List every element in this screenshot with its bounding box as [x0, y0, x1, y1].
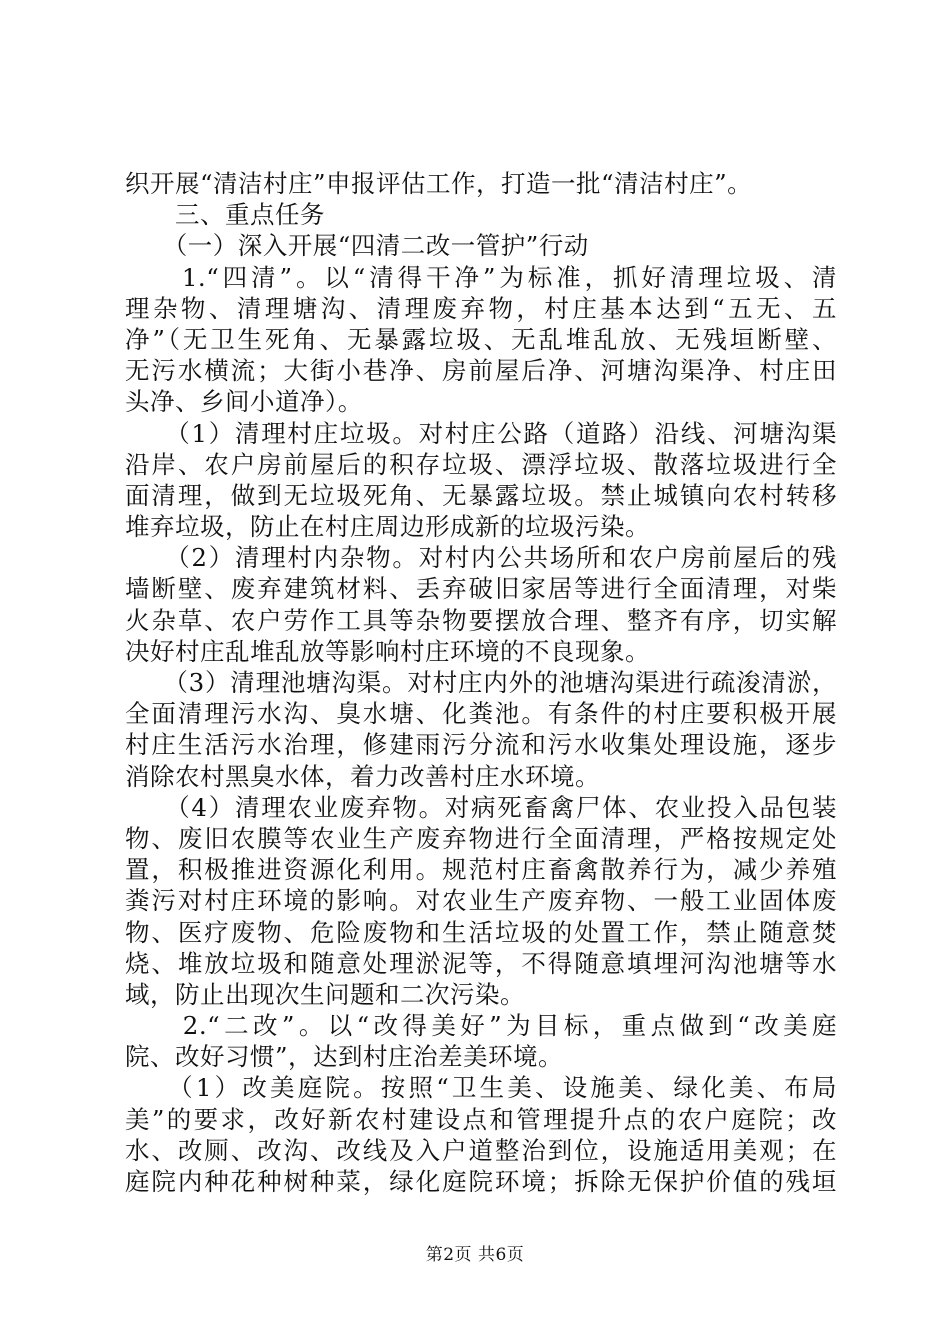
body-line: 院、改好习惯”，达到村庄治差美环境。 — [125, 1042, 564, 1072]
document-body — [125, 168, 837, 1197]
body-line: 理杂物、清理塘沟、清理废弃物，村庄基本达到“五无、五 — [125, 293, 837, 323]
body-line: （4）清理农业废弃物。对病死畜禽尸体、农业投入品包装 — [125, 792, 837, 822]
body-line: 无污水横流；大街小巷净、房前屋后净、河塘沟渠净、村庄田 — [125, 356, 837, 386]
body-line: （一）深入开展“四清二改一管护”行动 — [125, 231, 589, 261]
body-line: 烧、堆放垃圾和随意处理淤泥等，不得随意填埋河沟池塘等水 — [125, 948, 837, 978]
body-line: 物、医疗废物、危险废物和生活垃圾的处置工作，禁止随意焚 — [125, 917, 837, 947]
body-line: 堆弃垃圾，防止在村庄周边形成新的垃圾污染。 — [125, 512, 650, 542]
body-line: （2）清理村内杂物。对村内公共场所和农户房前屋后的残 — [125, 543, 837, 573]
body-line: 物、废旧农膜等农业生产废弃物进行全面清理，严格按规定处 — [125, 823, 837, 853]
body-line: 净”（无卫生死角、无暴露垃圾、无乱堆乱放、无残垣断壁、 — [125, 324, 837, 354]
body-line: 火杂草、农户劳作工具等杂物要摆放合理、整齐有序，切实解 — [125, 605, 837, 635]
page-footer: 第2页 共6页 — [425, 1245, 525, 1265]
body-line: 2.“二改”。以“改得美好”为目标，重点做到“改美庭 — [125, 1011, 837, 1041]
body-line: 全面清理污水沟、臭水塘、化粪池。有条件的村庄要积极开展 — [125, 699, 837, 729]
body-line: 消除农村黑臭水体，着力改善村庄水环境。 — [125, 761, 600, 791]
body-line: 面清理，做到无垃圾死角、无暴露垃圾。禁止城镇向农村转移 — [125, 480, 837, 510]
body-line: 头净、乡间小道净）。 — [125, 387, 363, 417]
body-line: 沿岸、农户房前屋后的积存垃圾、漂浮垃圾、散落垃圾进行全 — [125, 449, 837, 479]
body-line: 织开展“清洁村庄”申报评估工作，打造一批“清洁村庄”。 — [125, 169, 753, 198]
body-line: 美”的要求，改好新农村建设点和管理提升点的农户庭院；改 — [125, 1104, 837, 1134]
body-line: 粪污对村庄环境的影响。对农业生产废弃物、一般工业固体废 — [125, 886, 837, 916]
body-line: （1）清理村庄垃圾。对村庄公路（道路）沿线、河塘沟渠 — [125, 418, 837, 448]
body-line: 墙断壁、废弃建筑材料、丢弃破旧家居等进行全面清理，对柴 — [125, 574, 837, 604]
body-line: （1）改美庭院。按照“卫生美、设施美、绿化美、布局 — [125, 1073, 837, 1103]
body-line: 1.“四清”。以“清得干净”为标准，抓好清理垃圾、清 — [125, 262, 837, 292]
body-line: 水、改厕、改沟、改线及入户道整治到位，设施适用美观；在 — [125, 1135, 837, 1165]
body-line: 三、重点任务 — [125, 200, 325, 230]
body-line: （3）清理池塘沟渠。对村庄内外的池塘沟渠进行疏浚清淤， — [125, 668, 837, 697]
body-line: 置，积极推进资源化利用。规范村庄畜禽散养行为，减少养殖 — [125, 855, 837, 885]
body-line: 村庄生活污水治理，修建雨污分流和污水收集处理设施，逐步 — [125, 730, 837, 760]
body-line: 庭院内种花种树种菜，绿化庭院环境；拆除无保护价值的残垣 — [125, 1167, 837, 1196]
body-line: 域，防止出现次生问题和二次污染。 — [125, 979, 525, 1009]
body-line: 决好村庄乱堆乱放等影响村庄环境的不良现象。 — [125, 636, 650, 666]
